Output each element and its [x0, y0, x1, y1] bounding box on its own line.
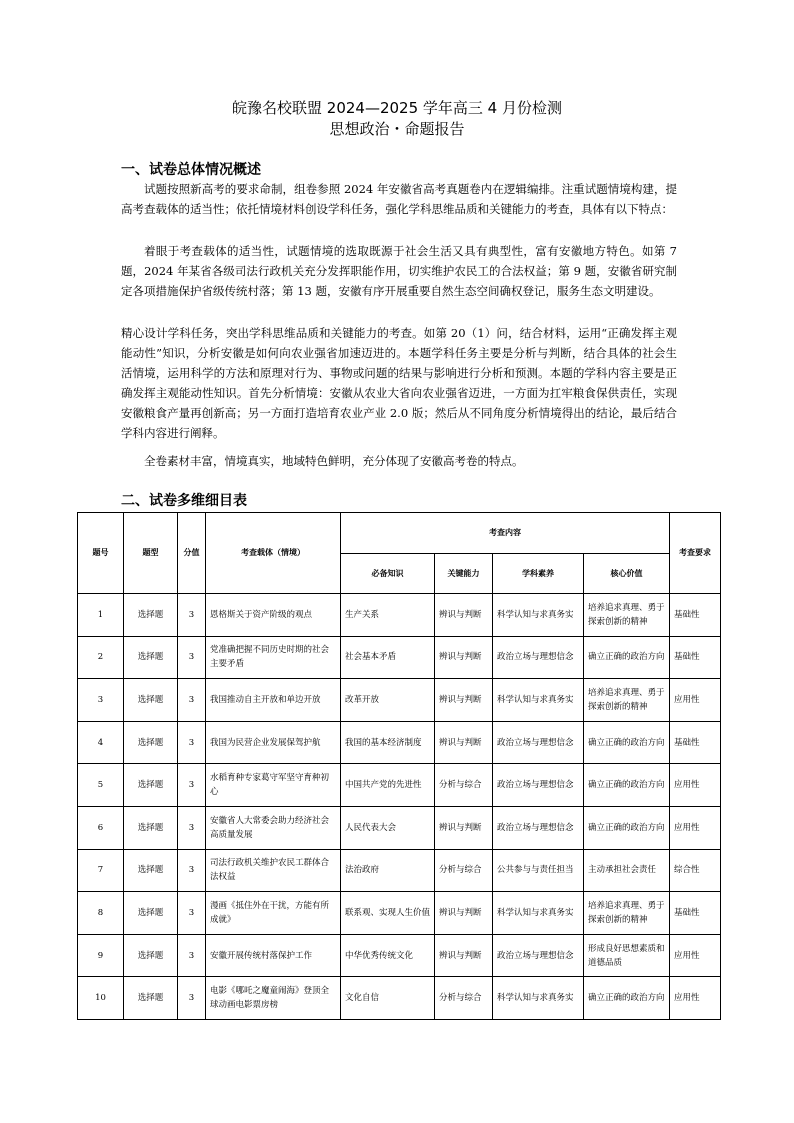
cell-num: 10	[78, 977, 124, 1020]
header-num: 题号	[78, 513, 124, 594]
cell-literacy: 科学认知与求真务实	[493, 679, 584, 722]
cell-requirement: 应用性	[670, 806, 721, 849]
cell-score: 3	[178, 764, 206, 807]
cell-score: 3	[178, 721, 206, 764]
cell-carrier: 我国推动自主开放和单边开放	[206, 679, 341, 722]
cell-literacy: 公共参与与责任担当	[493, 849, 584, 892]
cell-value: 培养追求真理、勇于探索创新的精神	[584, 892, 670, 935]
table-row	[78, 892, 721, 935]
cell-requirement: 应用性	[670, 977, 721, 1020]
cell-requirement: 基础性	[670, 594, 721, 637]
table-row	[78, 721, 721, 764]
header-score: 分值	[178, 513, 206, 594]
cell-ability: 辨识与判断	[435, 934, 493, 977]
header-literacy: 学科素养	[493, 554, 584, 594]
cell-knowledge: 社会基本矛盾	[341, 636, 435, 679]
cell-score: 3	[178, 679, 206, 722]
cell-num: 6	[78, 806, 124, 849]
cell-carrier: 安徽省人大常委会助力经济社会高质量发展	[206, 806, 341, 849]
cell-ability: 分析与综合	[435, 977, 493, 1020]
cell-score: 3	[178, 892, 206, 935]
cell-literacy: 政治立场与理想信念	[493, 636, 584, 679]
cell-type: 选择题	[124, 594, 178, 637]
table-row	[78, 594, 721, 637]
cell-carrier: 我国为民营企业发展保驾护航	[206, 721, 341, 764]
cell-ability: 辨识与判断	[435, 892, 493, 935]
cell-num: 1	[78, 594, 124, 637]
cell-carrier: 司法行政机关维护农民工群体合法权益	[206, 849, 341, 892]
table-row	[78, 764, 721, 807]
cell-value: 培养追求真理、勇于探索创新的精神	[584, 594, 670, 637]
cell-value: 确立正确的政治方向	[584, 806, 670, 849]
cell-literacy: 科学认知与求真务实	[493, 594, 584, 637]
cell-value: 确立正确的政治方向	[584, 977, 670, 1020]
cell-ability: 辨识与判断	[435, 594, 493, 637]
table-row	[78, 977, 721, 1020]
document-title: 皖豫名校联盟 2024—2025 学年高三 4 月份检测	[232, 99, 562, 117]
header-content: 考查内容	[341, 513, 670, 554]
cell-carrier: 党准确把握不同历史时期的社会主要矛盾	[206, 636, 341, 679]
cell-knowledge: 文化自信	[341, 977, 435, 1020]
cell-type: 选择题	[124, 636, 178, 679]
cell-ability: 辨识与判断	[435, 721, 493, 764]
table-header-row-1	[78, 513, 721, 554]
cell-ability: 辨识与判断	[435, 679, 493, 722]
header-carrier: 考查载体（情境）	[206, 513, 341, 594]
cell-knowledge: 生产关系	[341, 594, 435, 637]
header-knowledge: 必备知识	[341, 554, 435, 594]
cell-requirement: 基础性	[670, 636, 721, 679]
cell-ability: 辨识与判断	[435, 636, 493, 679]
cell-literacy: 政治立场与理想信念	[493, 764, 584, 807]
table-row	[78, 679, 721, 722]
cell-knowledge: 法治政府	[341, 849, 435, 892]
cell-requirement: 应用性	[670, 679, 721, 722]
cell-type: 选择题	[124, 679, 178, 722]
cell-num: 3	[78, 679, 124, 722]
cell-num: 5	[78, 764, 124, 807]
cell-value: 确立正确的政治方向	[584, 721, 670, 764]
cell-score: 3	[178, 636, 206, 679]
cell-score: 3	[178, 594, 206, 637]
cell-score: 3	[178, 849, 206, 892]
table-row	[78, 806, 721, 849]
cell-carrier: 安徽开展传统村落保护工作	[206, 934, 341, 977]
cell-num: 2	[78, 636, 124, 679]
cell-requirement: 应用性	[670, 764, 721, 807]
overview-paragraph-3: 精心设计学科任务，突出学科思维品质和关键能力的考查。如第 20（1）问，结合材料，运用“正确发挥主观能动性”知识，分析安徽是如何向农业强省加速迈进的。本题学科任务主要是分析与判断，结合具体的社会生活情境，运用科学的方法和原理对行为、事物或问题的结果与影响进行分析和预测。本题的学科内容主要是正确发挥主观能动性知识。首先分析情境：安徽从农业大省向农业强省迈进，一方面为扛牢粮食保供责任，实现安徽粮食产量再创新高；另一方面打造培育农业产业 2.0 版；然后从不同角度分析情境得出的结论，最后结合学科内容进行阐释。	[121, 326, 677, 440]
table-row	[78, 934, 721, 977]
header-value: 核心价值	[584, 554, 670, 594]
cell-value: 确立正确的政治方向	[584, 764, 670, 807]
cell-value: 确立正确的政治方向	[584, 636, 670, 679]
cell-carrier: 漫画《抵住外在干扰，方能有所成就》	[206, 892, 341, 935]
cell-requirement: 基础性	[670, 892, 721, 935]
cell-type: 选择题	[124, 849, 178, 892]
cell-requirement: 基础性	[670, 721, 721, 764]
cell-requirement: 综合性	[670, 849, 721, 892]
cell-score: 3	[178, 934, 206, 977]
overview-paragraph-2: 着眼于考查载体的适当性，试题情境的选取既源于社会生活又具有典型性，富有安徽地方特色。如第 7 题，2024 年某省各级司法行政机关充分发挥职能作用，切实维护农民工的合法权益；第 9 题，安徽省研究制定各项措施保护省级传统村落；第 13 题，安徽有序开展重要自然生态空间确权登记，服务生态文明建设。	[121, 244, 677, 298]
cell-literacy: 科学认知与求真务实	[493, 977, 584, 1020]
cell-type: 选择题	[124, 721, 178, 764]
section-heading-detail-table: 二、试卷多维细目表	[121, 493, 247, 509]
cell-ability: 辨识与判断	[435, 806, 493, 849]
overview-paragraph-4: 全卷素材丰富，情境真实，地域特色鲜明，充分体现了安徽高考卷的特点。	[144, 454, 524, 468]
header-ability: 关键能力	[435, 554, 493, 594]
header-requirement: 考查要求	[670, 513, 721, 594]
cell-ability: 分析与综合	[435, 764, 493, 807]
cell-literacy: 科学认知与求真务实	[493, 892, 584, 935]
detail-table	[77, 512, 721, 1020]
cell-score: 3	[178, 977, 206, 1020]
cell-num: 7	[78, 849, 124, 892]
table-row	[78, 636, 721, 679]
cell-type: 选择题	[124, 806, 178, 849]
cell-score: 3	[178, 806, 206, 849]
cell-value: 培养追求真理、勇于探索创新的精神	[584, 679, 670, 722]
header-type: 题型	[124, 513, 178, 594]
cell-knowledge: 中华优秀传统文化	[341, 934, 435, 977]
cell-knowledge: 联系观、实现人生价值	[341, 892, 435, 935]
cell-type: 选择题	[124, 764, 178, 807]
cell-carrier: 电影《哪吒之魔童闹海》登顶全球动画电影票房榜	[206, 977, 341, 1020]
overview-paragraph-1: 试题按照新高考的要求命制，组卷参照 2024 年安徽省高考真题卷内在逻辑编排。注重试题情境构建，提高考查载体的适当性；依托情境材料创设学科任务，强化学科思维品质和关键能力的考查，具体有以下特点：	[121, 182, 677, 216]
cell-knowledge: 人民代表大会	[341, 806, 435, 849]
cell-carrier: 恩格斯关于资产阶级的观点	[206, 594, 341, 637]
cell-literacy: 政治立场与理想信念	[493, 721, 584, 764]
cell-value: 主动承担社会责任	[584, 849, 670, 892]
cell-num: 4	[78, 721, 124, 764]
cell-type: 选择题	[124, 892, 178, 935]
document-subtitle: 思想政治・命题报告	[329, 120, 465, 138]
cell-value: 形成良好思想素质和道德品质	[584, 934, 670, 977]
section-heading-overview: 一、试卷总体情况概述	[121, 162, 261, 178]
cell-type: 选择题	[124, 977, 178, 1020]
cell-knowledge: 改革开放	[341, 679, 435, 722]
cell-type: 选择题	[124, 934, 178, 977]
cell-knowledge: 中国共产党的先进性	[341, 764, 435, 807]
cell-ability: 分析与综合	[435, 849, 493, 892]
cell-literacy: 政治立场与理想信念	[493, 806, 584, 849]
cell-literacy: 政治立场与理想信念	[493, 934, 584, 977]
table-row	[78, 849, 721, 892]
cell-num: 9	[78, 934, 124, 977]
cell-requirement: 应用性	[670, 934, 721, 977]
cell-knowledge: 我国的基本经济制度	[341, 721, 435, 764]
cell-carrier: 水稻育种专家葛守军坚守育种初心	[206, 764, 341, 807]
cell-num: 8	[78, 892, 124, 935]
